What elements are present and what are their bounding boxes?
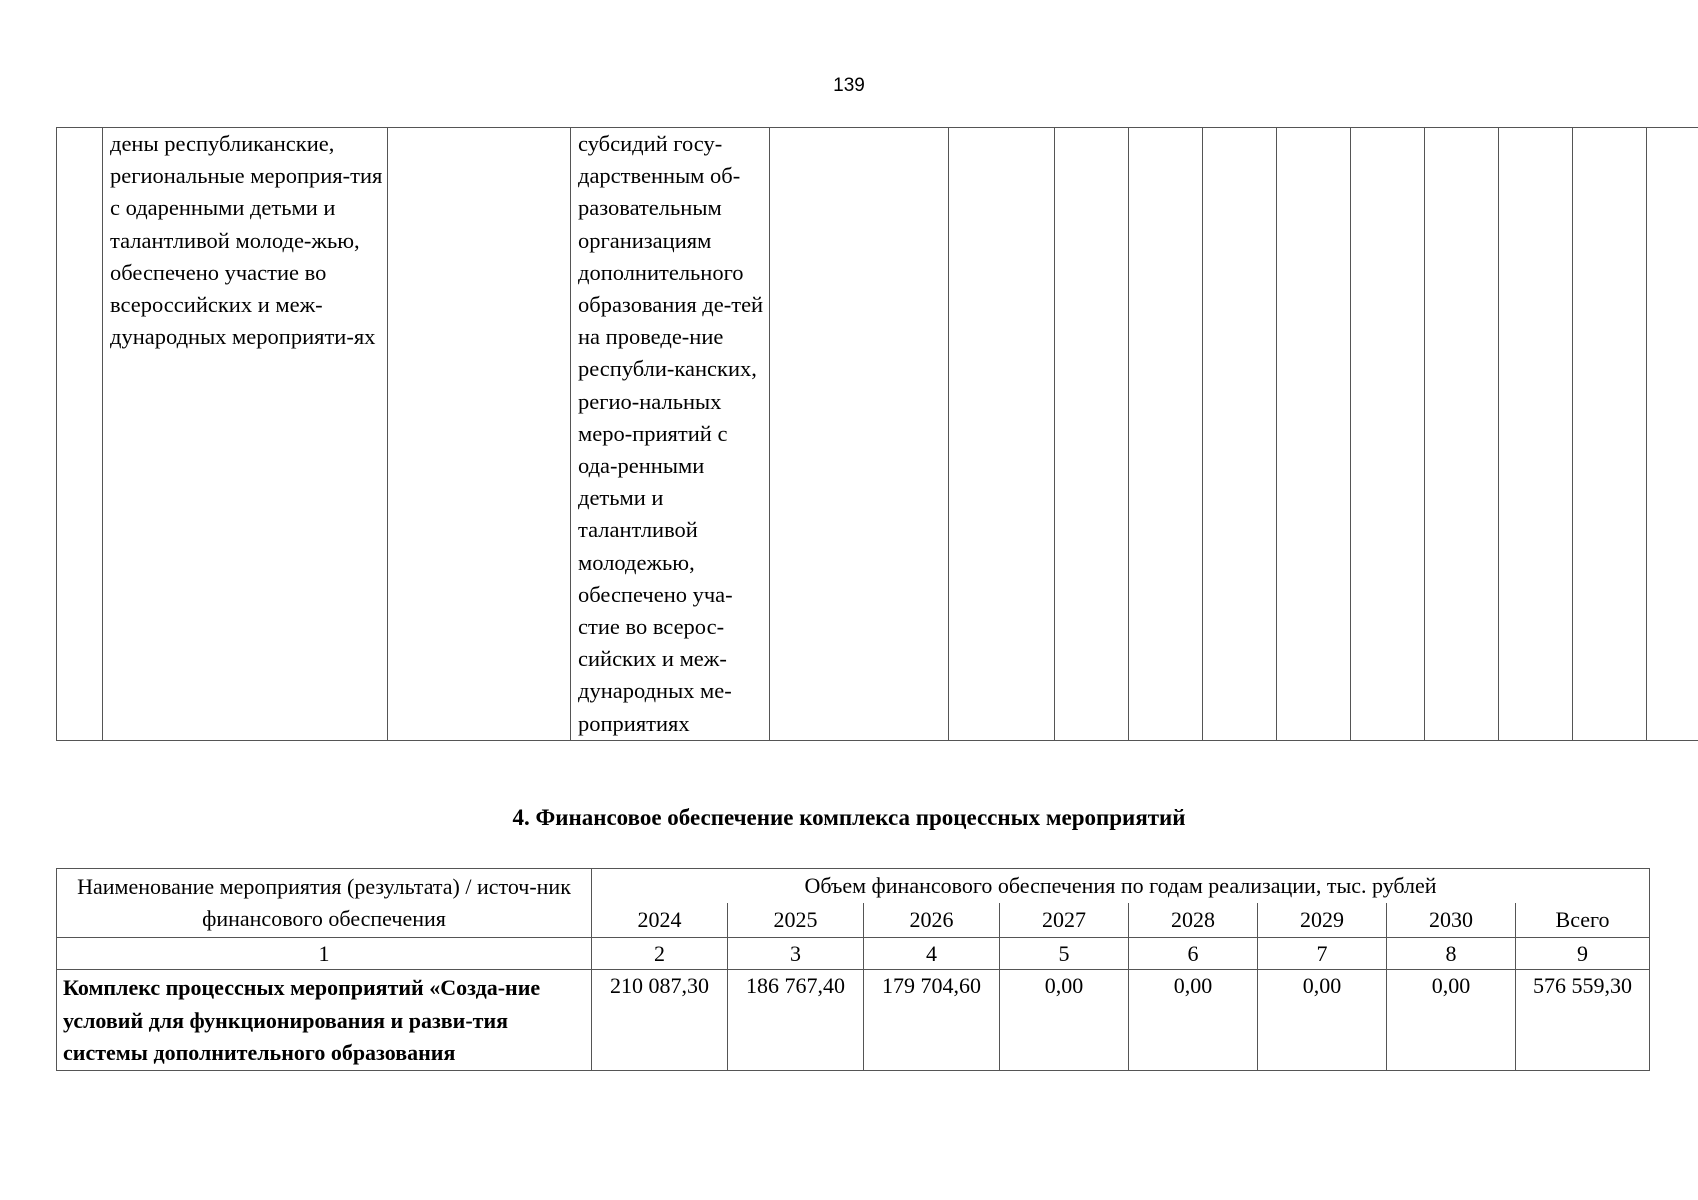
cell-empty bbox=[1203, 128, 1277, 741]
table-row bbox=[57, 128, 1698, 741]
cell-empty bbox=[1129, 128, 1203, 741]
value-total: 576 559,30 bbox=[1516, 970, 1650, 1071]
value-2026: 179 704,60 bbox=[864, 970, 1000, 1071]
section-heading: 4. Финансовое обеспечение комплекса процессных мероприятий bbox=[512, 805, 1186, 830]
year-2028: 2028 bbox=[1129, 903, 1258, 938]
year-total: Всего bbox=[1516, 903, 1650, 938]
value-2028: 0,00 bbox=[1129, 970, 1258, 1071]
year-2025: 2025 bbox=[728, 903, 864, 938]
year-2027: 2027 bbox=[1000, 903, 1129, 938]
value-2025: 186 767,40 bbox=[728, 970, 864, 1071]
cell-empty bbox=[388, 128, 571, 741]
cell-empty bbox=[770, 128, 949, 741]
header-volume: Объем финансового обеспечения по годам реализации, тыс. рублей bbox=[592, 869, 1650, 904]
row-name: Комплекс процессных мероприятий «Созда-ние условий для функционирования и разви-тия системы дополнительного образования bbox=[57, 970, 592, 1071]
header-name: Наименование мероприятия (результата) / источ-ник финансового обеспечения bbox=[57, 869, 592, 938]
year-2026: 2026 bbox=[864, 903, 1000, 938]
column-number: 4 bbox=[864, 938, 1000, 970]
value-2024: 210 087,30 bbox=[592, 970, 728, 1071]
year-2024: 2024 bbox=[592, 903, 728, 938]
year-2030: 2030 bbox=[1387, 903, 1516, 938]
cell-empty bbox=[1425, 128, 1499, 741]
column-number: 9 bbox=[1516, 938, 1650, 970]
cell-empty bbox=[1499, 128, 1573, 741]
header-row bbox=[57, 869, 1650, 904]
value-2030: 0,00 bbox=[1387, 970, 1516, 1071]
finance-table bbox=[56, 868, 1650, 1071]
cell-result: дены республиканские, региональные мероприя-тия с одаренными детьми и талантливой молоде-жью, обеспечено участие во всероссийских и меж-дународных мероприяти-ях bbox=[103, 128, 388, 741]
cell-number bbox=[57, 128, 103, 741]
continuation-table bbox=[56, 127, 1698, 741]
table-row bbox=[57, 970, 1650, 1071]
column-number: 2 bbox=[592, 938, 728, 970]
column-number: 7 bbox=[1258, 938, 1387, 970]
cell-empty bbox=[1351, 128, 1425, 741]
value-2027: 0,00 bbox=[1000, 970, 1129, 1071]
cell-empty bbox=[949, 128, 1055, 741]
column-number: 5 bbox=[1000, 938, 1129, 970]
year-2029: 2029 bbox=[1258, 903, 1387, 938]
page-number: 139 bbox=[833, 75, 865, 96]
column-number: 1 bbox=[57, 938, 592, 970]
cell-empty bbox=[1055, 128, 1129, 741]
value-2029: 0,00 bbox=[1258, 970, 1387, 1071]
column-number: 6 bbox=[1129, 938, 1258, 970]
column-numbers-row bbox=[57, 938, 1650, 970]
column-number: 8 bbox=[1387, 938, 1516, 970]
cell-empty bbox=[1647, 128, 1698, 741]
column-number: 3 bbox=[728, 938, 864, 970]
cell-empty bbox=[1277, 128, 1351, 741]
cell-empty bbox=[1573, 128, 1647, 741]
cell-mechanism: субсидий госу-дарственным об-разовательным организациям дополнительного образования де-тей на проведе-ние республи-канских, регио-нальных меро-приятий с ода-ренными детьми и талантливой молодежью, обеспечено уча-стие во всерос-сийских и меж-дународных ме-роприятиях bbox=[571, 128, 770, 741]
